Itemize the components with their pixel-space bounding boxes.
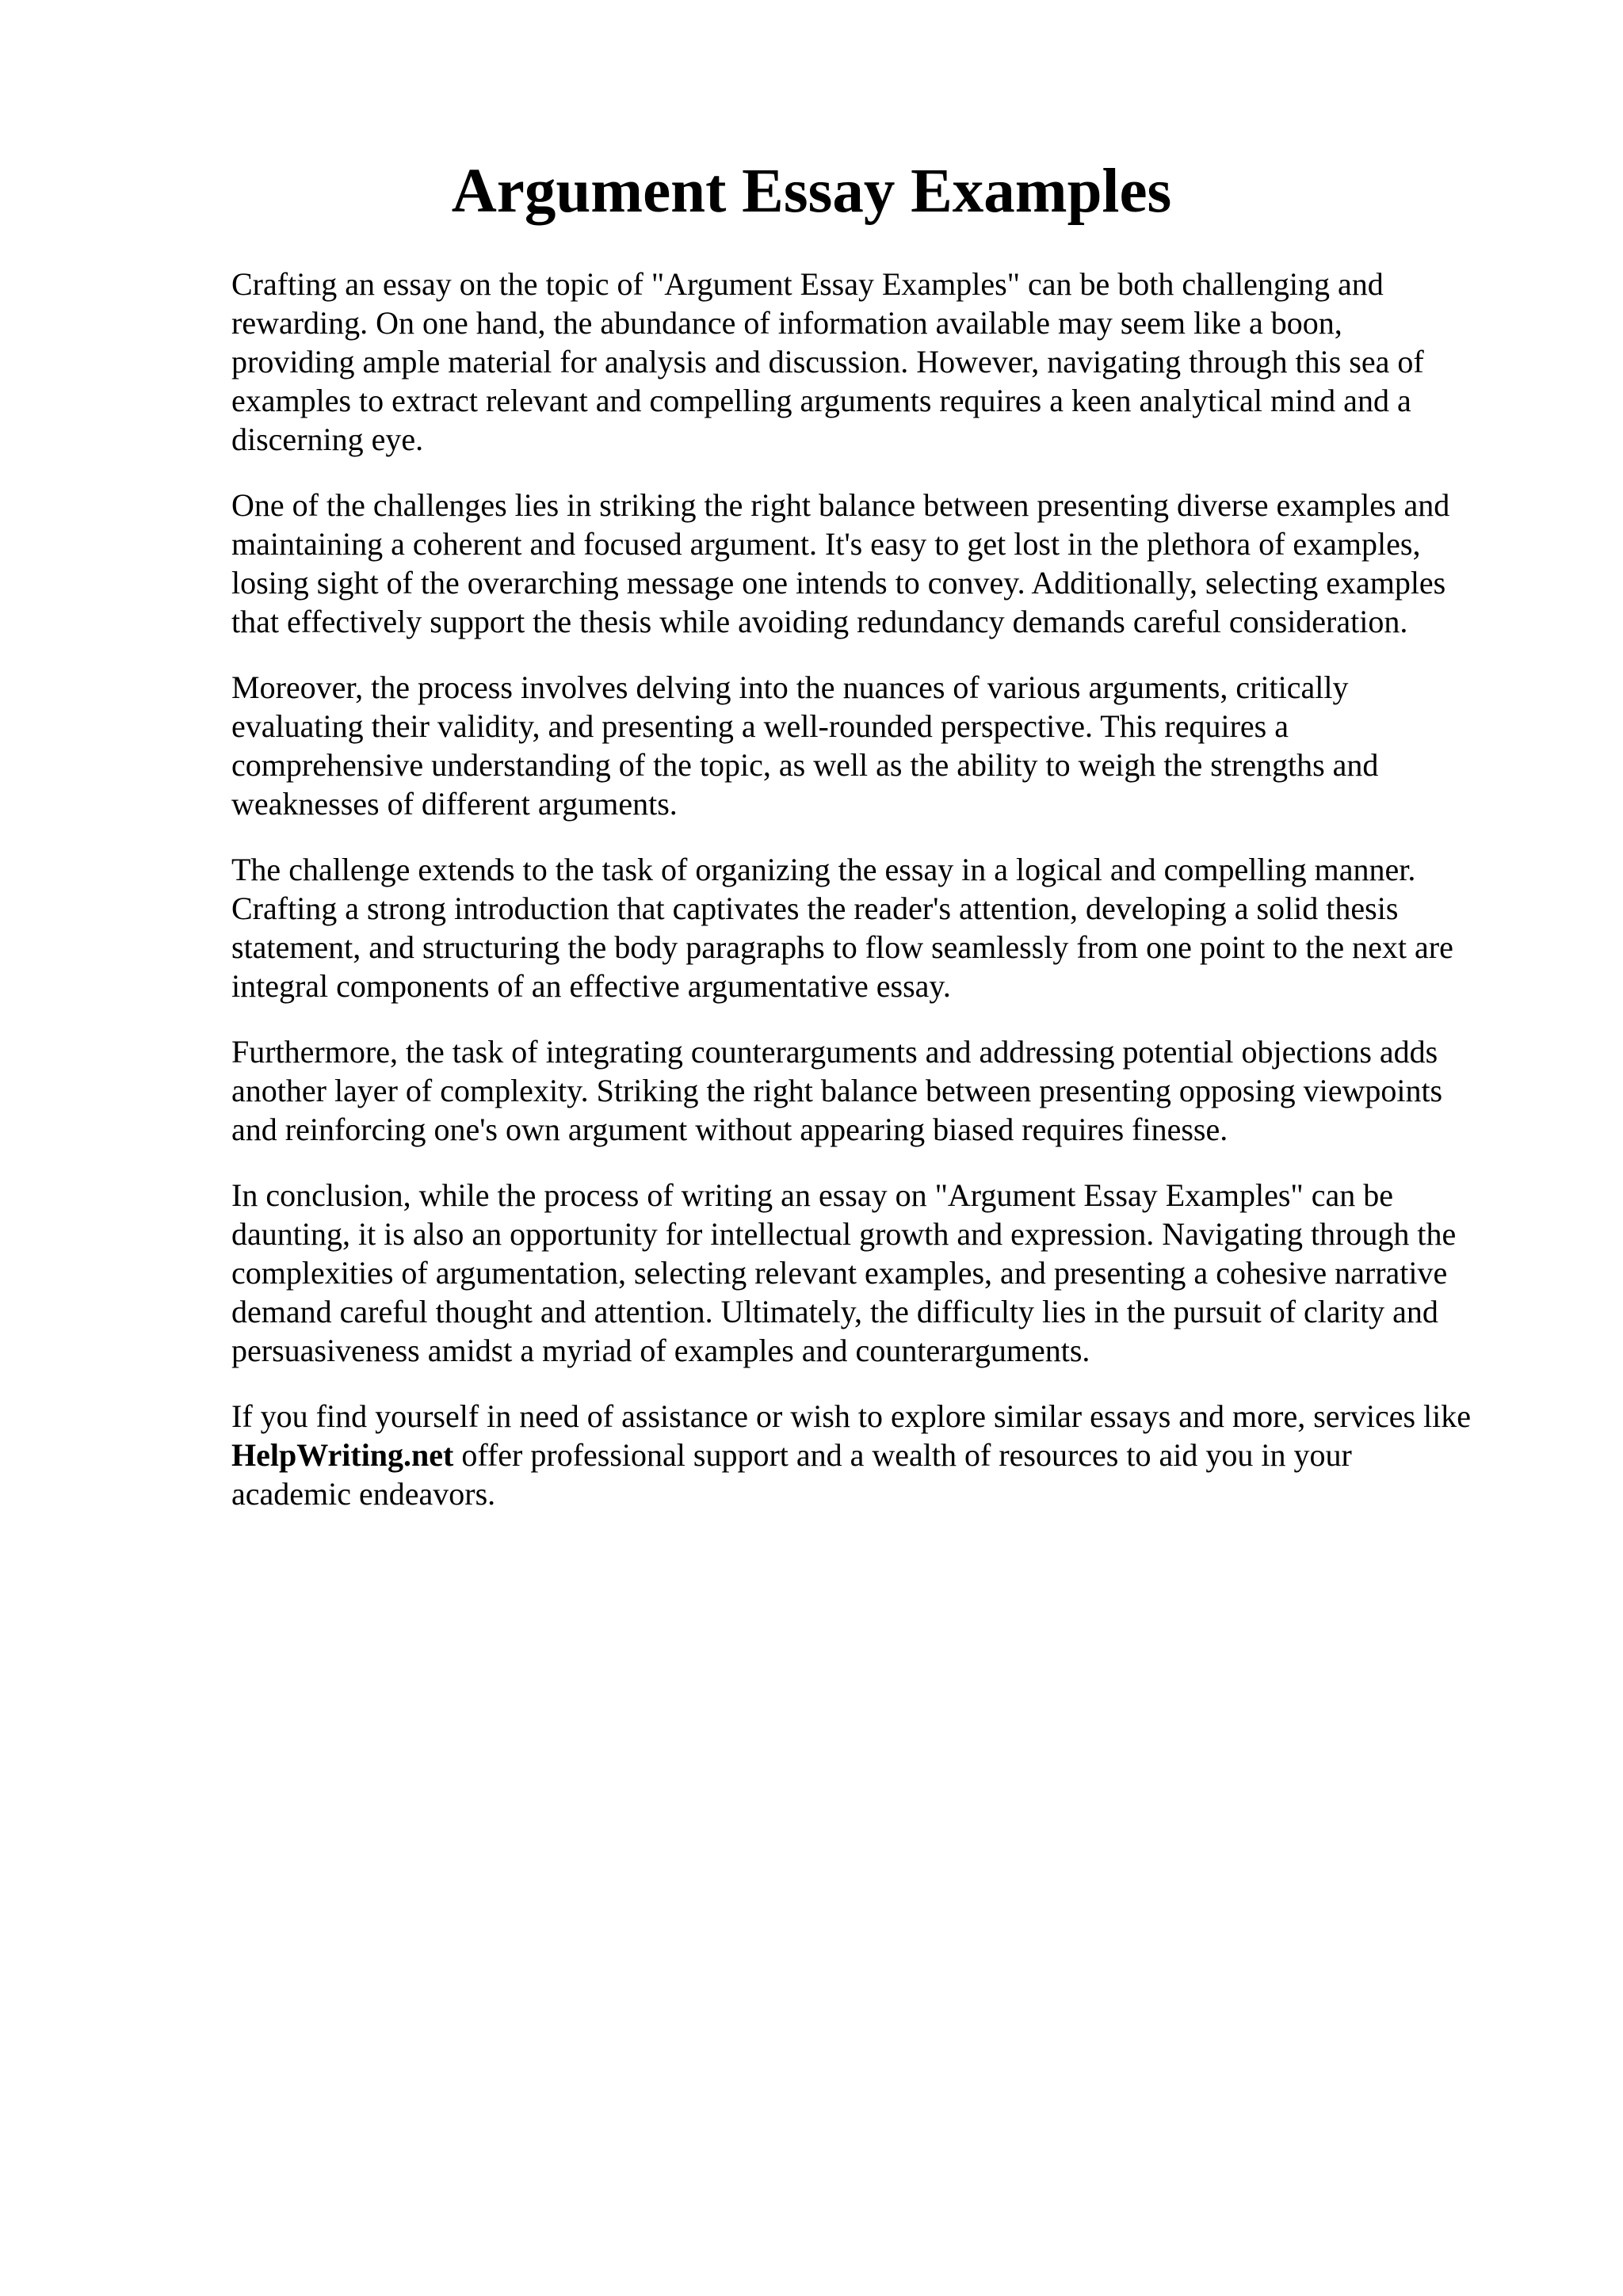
paragraph-line: evaluating their validity, and presenting a well-rounded perspective. This requires a (231, 708, 1289, 744)
paragraph-line: Moreover, the process involves delving into the nuances of various arguments, critically (231, 669, 1349, 705)
paragraph-line: discerning eye. (231, 421, 424, 457)
helpwriting-brand: HelpWriting.net (231, 1437, 454, 1473)
document-body (231, 265, 1531, 1540)
paragraph-line: examples to extract relevant and compelling arguments requires a keen analytical mind and a (231, 383, 1411, 418)
paragraph-5 (231, 1032, 1531, 1149)
paragraph-line: comprehensive understanding of the topic, as well as the ability to weigh the strengths and (231, 747, 1379, 783)
paragraph-line: maintaining a coherent and focused argument. It's easy to get lost in the plethora of examples, (231, 526, 1421, 562)
paragraph-line: academic endeavors. (231, 1476, 496, 1512)
paragraph-line: statement, and structuring the body paragraphs to flow seamlessly from one point to the next are (231, 929, 1453, 965)
paragraph-line: Furthermore, the task of integrating counterarguments and addressing potential objections adds (231, 1034, 1438, 1070)
paragraph-line: complexities of argumentation, selecting relevant examples, and presenting a cohesive narrative (231, 1255, 1448, 1291)
paragraph-line: The challenge extends to the task of organizing the essay in a logical and compelling manner. (231, 852, 1416, 887)
document-title: Argument Essay Examples (451, 157, 1172, 226)
paragraph-line: providing ample material for analysis and discussion. However, navigating through this sea of (231, 344, 1424, 379)
paragraph-line: persuasiveness amidst a myriad of examples and counterarguments. (231, 1333, 1090, 1368)
paragraph-6 (231, 1176, 1531, 1370)
closing-paragraph (231, 1397, 1531, 1513)
paragraph-line: weaknesses of different arguments. (231, 786, 678, 822)
paragraph-line: daunting, it is also an opportunity for intellectual growth and expression. Navigating through the (231, 1216, 1457, 1252)
paragraph-line: another layer of complexity. Striking the right balance between presenting opposing viewpoints (231, 1073, 1443, 1108)
paragraph-line (231, 1436, 1531, 1474)
paragraph-line: Crafting a strong introduction that captivates the reader's attention, developing a solid thesis (231, 891, 1399, 926)
paragraph-3 (231, 668, 1531, 823)
paragraph-line: In conclusion, while the process of writing an essay on "Argument Essay Examples" can be (231, 1177, 1394, 1213)
closing-line-rest: offer professional support and a wealth of resources to aid you in your (453, 1437, 1352, 1473)
paragraph-line: that effectively support the thesis while avoiding redundancy demands careful consideration. (231, 604, 1408, 639)
paragraph-1 (231, 265, 1531, 459)
paragraph-line: demand careful thought and attention. Ultimately, the difficulty lies in the pursuit of clarity and (231, 1294, 1438, 1329)
paragraph-line: Crafting an essay on the topic of "Argument Essay Examples" can be both challenging and (231, 266, 1384, 302)
paragraph-4 (231, 850, 1531, 1005)
paragraph-line: and reinforcing one's own argument without appearing biased requires finesse. (231, 1112, 1228, 1147)
paragraph-2 (231, 486, 1531, 641)
paragraph-line: losing sight of the overarching message one intends to convey. Additionally, selecting examples (231, 565, 1446, 601)
paragraph-line: If you find yourself in need of assistance or wish to explore similar essays and more, services like (231, 1398, 1472, 1434)
paragraph-line: rewarding. On one hand, the abundance of information available may seem like a boon, (231, 305, 1342, 341)
paragraph-line: integral components of an effective argumentative essay. (231, 968, 951, 1004)
paragraph-line: One of the challenges lies in striking the right balance between presenting diverse examples and (231, 487, 1450, 523)
